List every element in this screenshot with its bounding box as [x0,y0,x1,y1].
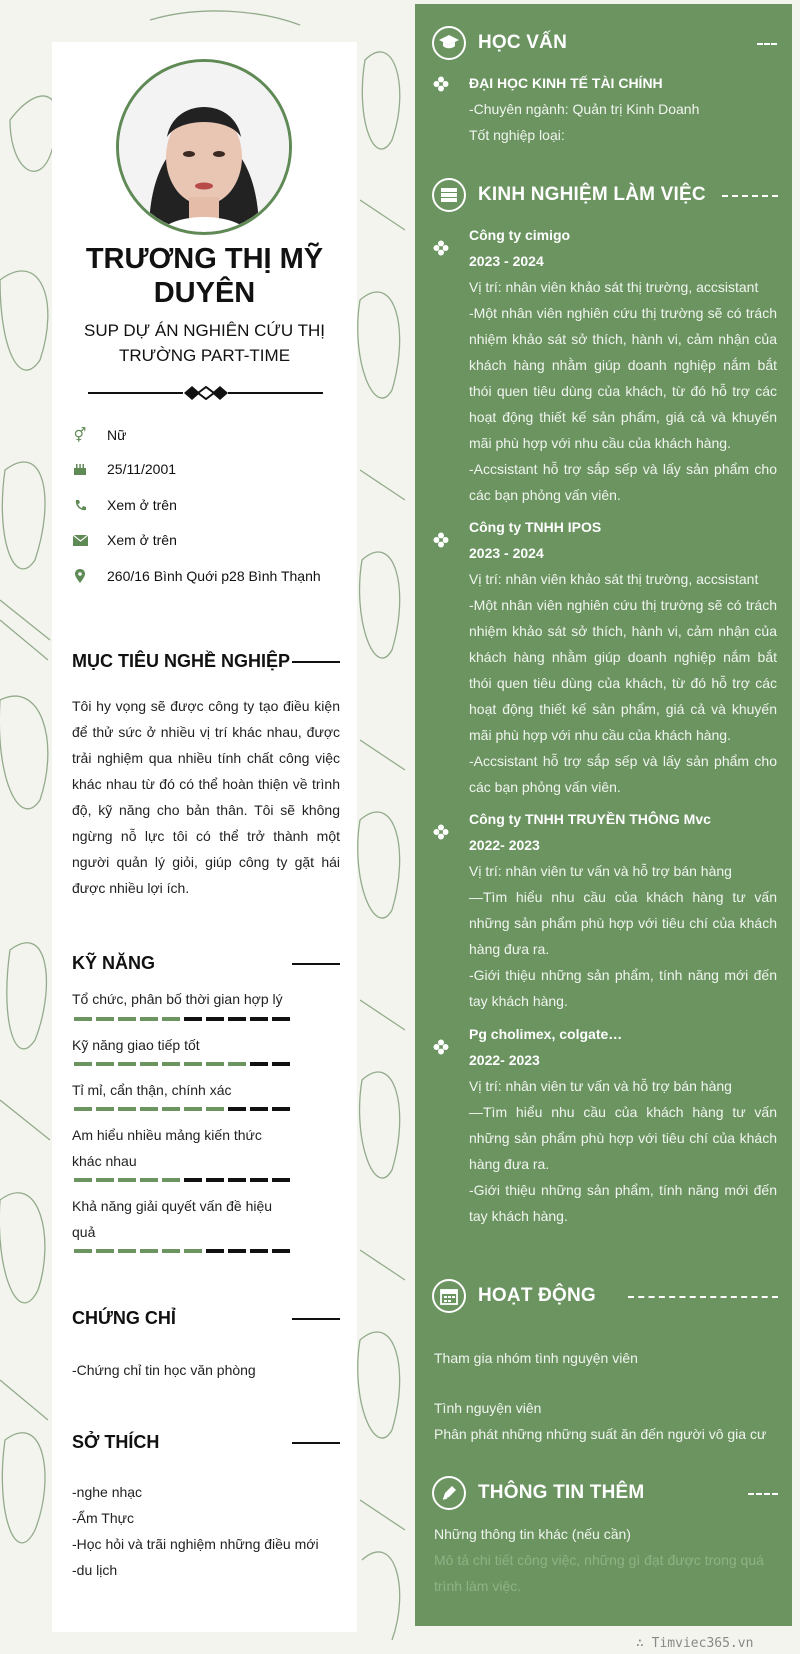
flower-icon [433,824,449,840]
skill-segment-empty [206,1178,224,1182]
skill-segment-empty [250,1178,268,1182]
job-company: Pg cholimex, colgate… [469,1026,623,1042]
experience-item [469,806,777,1014]
skill-segment-filled [96,1017,114,1021]
skill-bar [74,1107,290,1111]
job-period: 2023 - 2024 [469,253,544,269]
skill-segment-empty [272,1062,290,1066]
skill-segment-empty [228,1249,246,1253]
skill-bar [74,1062,290,1066]
job-line: -Một nhân viên nghiên cứu thị trường sẽ có trách nhiệm khảo sát sở thích, hành vi, cảm nhận của khách hàng nhằm giúp doanh nghiệp nắm bắt thói quen tiêu dùng của khách, từ đó hỗ trợ các hoạt động thiết kế sản phẩm, giá cả và khuyến mãi phù hợp với nhu cầu của khách hàng. [469,597,777,743]
experience-title: KINH NGHIỆM LÀM VIỆC [478,184,706,205]
skill-segment-filled [184,1249,202,1253]
envelope-icon [72,532,88,548]
name-line-1: TRƯƠNG THỊ MỸ [85,243,324,275]
skill-bar [74,1017,290,1021]
flower-icon [433,1039,449,1055]
skill-segment-filled [184,1107,202,1111]
email-value: Xem ở trên [107,532,177,548]
education-grade: Tốt nghiệp loại: [469,127,565,143]
education-block [469,70,777,148]
phone-icon [72,497,88,513]
hobby-item: -nghe nhạc [72,1484,143,1500]
skill-segment-filled [140,1107,158,1111]
map-pin-icon [72,568,88,584]
objective-title-line [292,661,340,663]
watermark-text: Timviec365.vn [651,1636,754,1651]
skill-segment-filled [162,1107,180,1111]
contact-address [72,566,321,586]
additional-placeholder: Mô tả chi tiết công việc, những gì đạt được trong quá trình làm việc. [434,1552,764,1594]
job-line: -Giới thiệu những sản phẩm, tính năng mới đến tay khách hàng. [469,1182,777,1224]
graduation-cap-icon [432,26,466,60]
hobby-item: -du lịch [72,1562,118,1578]
job-title-line-1: SUP DỰ ÁN NGHIÊN CỨU THỊ [84,321,325,340]
hobbies-title-line [292,1442,340,1444]
education-school: ĐẠI HỌC KINH TẾ TÀI CHÍNH [469,75,663,91]
job-period: 2023 - 2024 [469,545,544,561]
skill-bar [74,1249,290,1253]
job-line: -Accsistant hỗ trợ sắp sếp và lấy sản phẩm cho các bạn phỏng vấn viên. [469,753,777,795]
job-line: -Một nhân viên nghiên cứu thị trường sẽ có trách nhiệm khảo sát sở thích, hành vi, cảm nhận của khách hàng nhằm giúp doanh nghiệp nắm bắt thói quen tiêu dùng của khách, từ đó hỗ trợ các hoạt động thiết kế sản phẩm, giá cả và khuyến mãi phù hợp với nhu cầu của khách hàng. [469,305,777,451]
job-period: 2022- 2023 [469,1052,540,1068]
skill-segment-filled [140,1017,158,1021]
skill-segment-filled [74,1062,92,1066]
skill-label: Kỹ năng giao tiếp tốt [72,1037,200,1053]
certificate-item: -Chứng chỉ tin học văn phòng [72,1362,256,1378]
books-icon [432,178,466,212]
job-company: Công ty TNHH TRUYỀN THÔNG Mvc [469,811,711,827]
skill-segment-filled [118,1249,136,1253]
skill-segment-filled [162,1017,180,1021]
watermark [636,1636,753,1651]
skill-segment-empty [228,1017,246,1021]
skill-segment-filled [74,1017,92,1021]
skill-segment-filled [140,1249,158,1253]
skill-segment-empty [206,1249,224,1253]
contact-birthday [72,459,177,479]
job-company: Công ty cimigo [469,227,571,243]
objective-text: Tôi hy vọng sẽ được công ty tạo điều kiện để thử sức ở nhiều vị trí khác nhau, được trải nghiệm qua nhiều tính chất công việc khác nhau từ đó có thể hoàn thiện về trình độ, kỹ năng cho bản thân. Tôi sẽ không ngừng nỗ lực tôi có thể trở thành một người quản lý giỏi, giúp công ty gặt hái được nhiều lợi ích. [72,698,340,896]
skill-segment-empty [250,1062,268,1066]
skill-segment-empty [272,1178,290,1182]
skill-segment-filled [162,1178,180,1182]
avatar [116,59,292,235]
skill-segment-filled [228,1062,246,1066]
experience-item [469,222,777,508]
job-company: Công ty TNHH IPOS [469,519,602,535]
skills-title: KỸ NĂNG [72,953,156,973]
skill-segment-filled [74,1249,92,1253]
calendar-icon [432,1279,466,1313]
skill-segment-filled [96,1062,114,1066]
activities-title: HOẠT ĐỘNG [478,1285,596,1306]
job-title-line-2: TRƯỜNG PART-TIME [118,346,291,365]
flower-icon [433,240,449,256]
skill-segment-filled [206,1107,224,1111]
cake-icon [72,461,88,477]
skill-segment-filled [206,1062,224,1066]
skill-label: Tỉ mỉ, cẩn thận, chính xác [72,1082,232,1098]
hobbies-title: SỞ THÍCH [72,1432,160,1452]
skill-segment-empty [184,1017,202,1021]
experience-item [469,514,777,800]
skill-segment-empty [272,1249,290,1253]
skill-segment-empty [228,1107,246,1111]
skill-label: Khả năng giải quyết vấn đề hiệu quả [72,1198,273,1240]
phone-value: Xem ở trên [107,497,177,513]
job-line: Vị trí: nhân viên tư vấn và hỗ trợ bán hàng [469,1078,732,1094]
education-title-dash [757,43,777,45]
contact-gender [72,425,127,445]
skill-segment-empty [250,1017,268,1021]
education-major: -Chuyên ngành: Quản trị Kinh Doanh [469,101,700,117]
avatar-portrait [119,62,289,232]
gender-value: Nữ [107,427,127,443]
gender-icon: ⚥ [73,426,87,443]
skill-segment-empty [184,1178,202,1182]
job-line: —Tìm hiểu nhu cầu của khách hàng tư vấn những sản phẩm phù hợp với tiêu chí của khách hàng đưa ra. [469,1104,777,1172]
hobby-item: -Học hỏi và trãi nghiệm những điều mới [72,1536,319,1552]
activities-line: Tham gia nhóm tình nguyện viên [434,1350,638,1366]
hobby-item: -Ẩm Thực [72,1510,135,1526]
skill-segment-empty [250,1249,268,1253]
flower-icon [433,76,449,92]
skill-segment-filled [74,1107,92,1111]
skill-segment-empty [250,1107,268,1111]
contact-email [72,530,177,550]
skill-label: Tổ chức, phân bố thời gian hợp lý [72,991,283,1007]
flower-icon [433,532,449,548]
job-line: Vị trí: nhân viên khảo sát thị trường, accsistant [469,279,759,295]
skill-segment-filled [140,1062,158,1066]
job-line: Vị trí: nhân viên khảo sát thị trường, accsistant [469,571,759,587]
job-line: —Tìm hiểu nhu cầu của khách hàng tư vấn những sản phẩm phù hợp với tiêu chí của khách hàng đưa ra. [469,889,777,957]
activities-title-dash [628,1296,778,1298]
additional-title-dash [748,1493,778,1495]
contact-phone [72,495,177,515]
education-title: HỌC VẤN [478,32,568,53]
name-line-2: DUYÊN [153,277,256,309]
skill-segment-filled [184,1062,202,1066]
skill-segment-filled [118,1062,136,1066]
skill-segment-filled [118,1107,136,1111]
skill-segment-empty [206,1017,224,1021]
skill-segment-empty [228,1178,246,1182]
skill-segment-empty [272,1107,290,1111]
skill-segment-filled [118,1017,136,1021]
skill-label: Am hiểu nhiều mảng kiến thức khác nhau [72,1127,262,1169]
skill-segment-filled [96,1249,114,1253]
activities-line: Phân phát những những suất ăn đến người vô gia cư [434,1426,767,1442]
skill-segment-filled [162,1062,180,1066]
certificates-title-line [292,1318,340,1320]
skill-segment-filled [140,1178,158,1182]
additional-title: THÔNG TIN THÊM [478,1482,645,1503]
job-line: -Giới thiệu những sản phẩm, tính năng mới đến tay khách hàng. [469,967,777,1009]
experience-title-dash [722,195,778,197]
job-line: Vị trí: nhân viên tư vấn và hỗ trợ bán hàng [469,863,732,879]
skill-segment-filled [162,1249,180,1253]
address-value: 260/16 Bình Quới p28 Bình Thạnh [107,568,321,584]
skill-segment-filled [96,1178,114,1182]
skill-segment-filled [74,1178,92,1182]
ornamental-divider [88,386,323,400]
skill-bar [74,1178,290,1182]
pen-icon [432,1476,466,1510]
experience-item [469,1021,777,1229]
job-line: -Accsistant hỗ trợ sắp sếp và lấy sản phẩm cho các bạn phỏng vấn viên. [469,461,777,503]
activities-line: Tình nguyện viên [434,1400,542,1416]
skill-segment-filled [96,1107,114,1111]
additional-line: Những thông tin khác (nếu cần) [434,1526,631,1542]
certificates-title: CHỨNG CHỈ [72,1308,176,1328]
candidate-name [52,242,357,310]
skills-title-line [292,963,340,965]
objective-title: MỤC TIÊU NGHỀ NGHIỆP [72,651,291,671]
job-title [72,318,337,368]
birthday-value: 25/11/2001 [107,461,177,477]
job-period: 2022- 2023 [469,837,540,853]
logo-icon: ∴ [636,1636,652,1651]
skill-segment-filled [118,1178,136,1182]
skill-segment-empty [272,1017,290,1021]
